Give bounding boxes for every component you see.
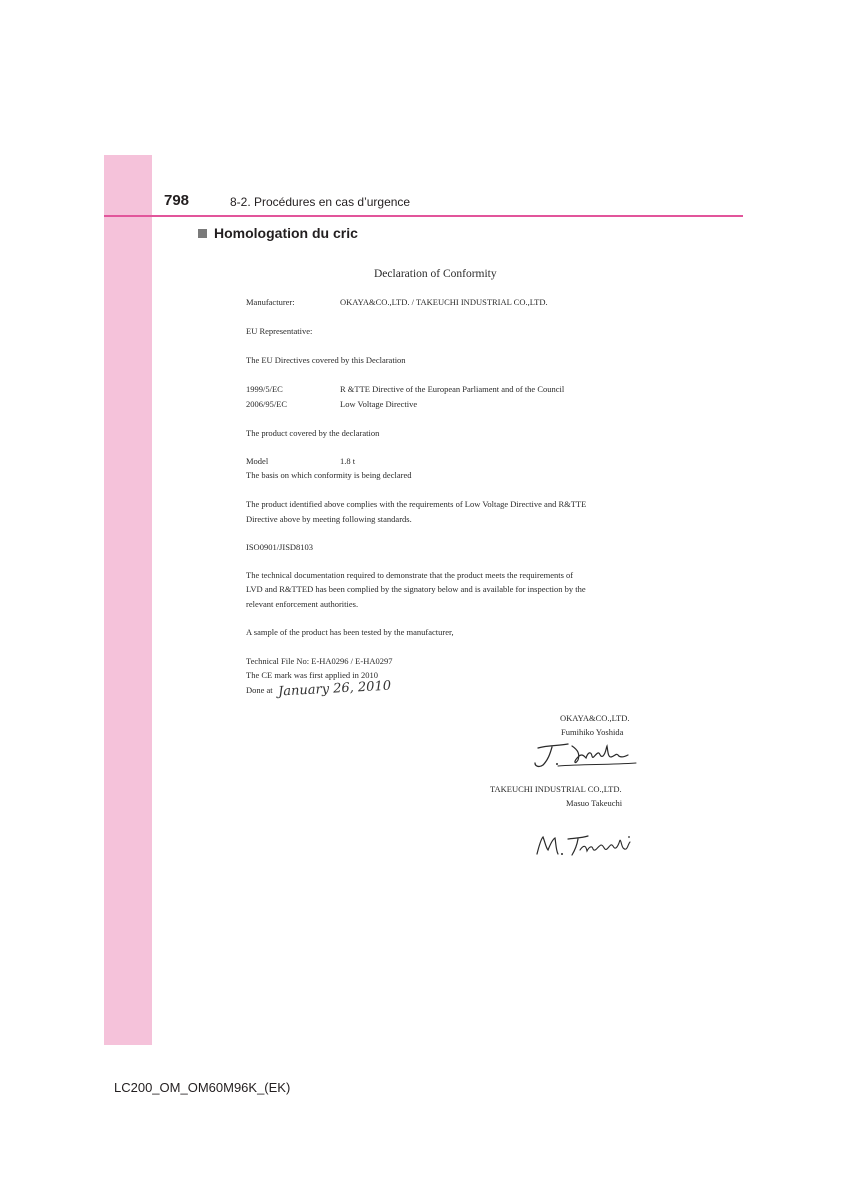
sample-text: A sample of the product has been tested by the manufacturer,: [246, 627, 454, 637]
page-heading: Homologation du cric: [214, 225, 358, 241]
model-value: 1.8 t: [340, 456, 356, 466]
signature-yoshida: [528, 738, 640, 772]
signatory2-company: TAKEUCHI INDUSTRIAL CO.,LTD.: [490, 784, 622, 794]
technical-file-text: Technical File No: E-HA0296 / E-HA0297: [246, 656, 393, 666]
signatory2-name: Masuo Takeuchi: [566, 798, 623, 808]
standards-text: ISO0901/JISD8103: [246, 542, 314, 552]
directive-name: Low Voltage Directive: [340, 399, 418, 409]
side-color-band: [104, 155, 152, 1045]
heading-row: [198, 225, 358, 241]
directive-name: R &TTE Directive of the European Parliament and of the Council: [340, 384, 565, 394]
manufacturer-label: Manufacturer:: [246, 297, 295, 307]
declaration-title: Declaration of Conformity: [374, 268, 497, 280]
signatory1-name: Fumihiko Yoshida: [561, 727, 624, 737]
ce-mark-text: The CE mark was first applied in 2010: [246, 670, 378, 680]
tech-doc-text: The technical documentation required to demonstrate that the product meets the requirements of: [246, 570, 574, 580]
tech-doc-text: LVD and R&TTED has been complied by the signatory below and is available for inspection by the: [246, 584, 586, 594]
page-number: 798: [164, 192, 190, 209]
handwritten-date: [276, 676, 392, 700]
header-divider: [104, 215, 743, 217]
complies-text: Directive above by meeting following standards.: [246, 514, 412, 524]
product-intro: The product covered by the declaration: [246, 428, 380, 438]
document-code: LC200_OM_OM60M96K_(EK): [114, 1080, 291, 1095]
manufacturer-value: OKAYA&CO.,LTD. / TAKEUCHI INDUSTRIAL CO.,LTD.: [340, 297, 548, 307]
directive-code: 1999/5/EC: [246, 384, 283, 394]
section-title: 8-2. Procédures en cas d’urgence: [230, 195, 411, 209]
basis-text: The basis on which conformity is being declared: [246, 470, 412, 480]
handwritten-date-text: January 26, 2010: [277, 678, 392, 700]
model-label: Model: [246, 456, 269, 466]
square-bullet-icon: [198, 229, 207, 238]
complies-text: The product identified above complies with the requirements of Low Voltage Directive and R&TTE: [246, 499, 587, 509]
tech-doc-text: relevant enforcement authorities.: [246, 599, 359, 609]
eu-rep-label: EU Representative:: [246, 326, 313, 336]
done-at-label: Done at: [246, 685, 273, 695]
directives-intro: The EU Directives covered by this Declaration: [246, 355, 406, 365]
directive-code: 2006/95/EC: [246, 399, 288, 409]
signatory1-company: OKAYA&CO.,LTD.: [560, 713, 630, 723]
signature-takeuchi: [532, 830, 636, 858]
